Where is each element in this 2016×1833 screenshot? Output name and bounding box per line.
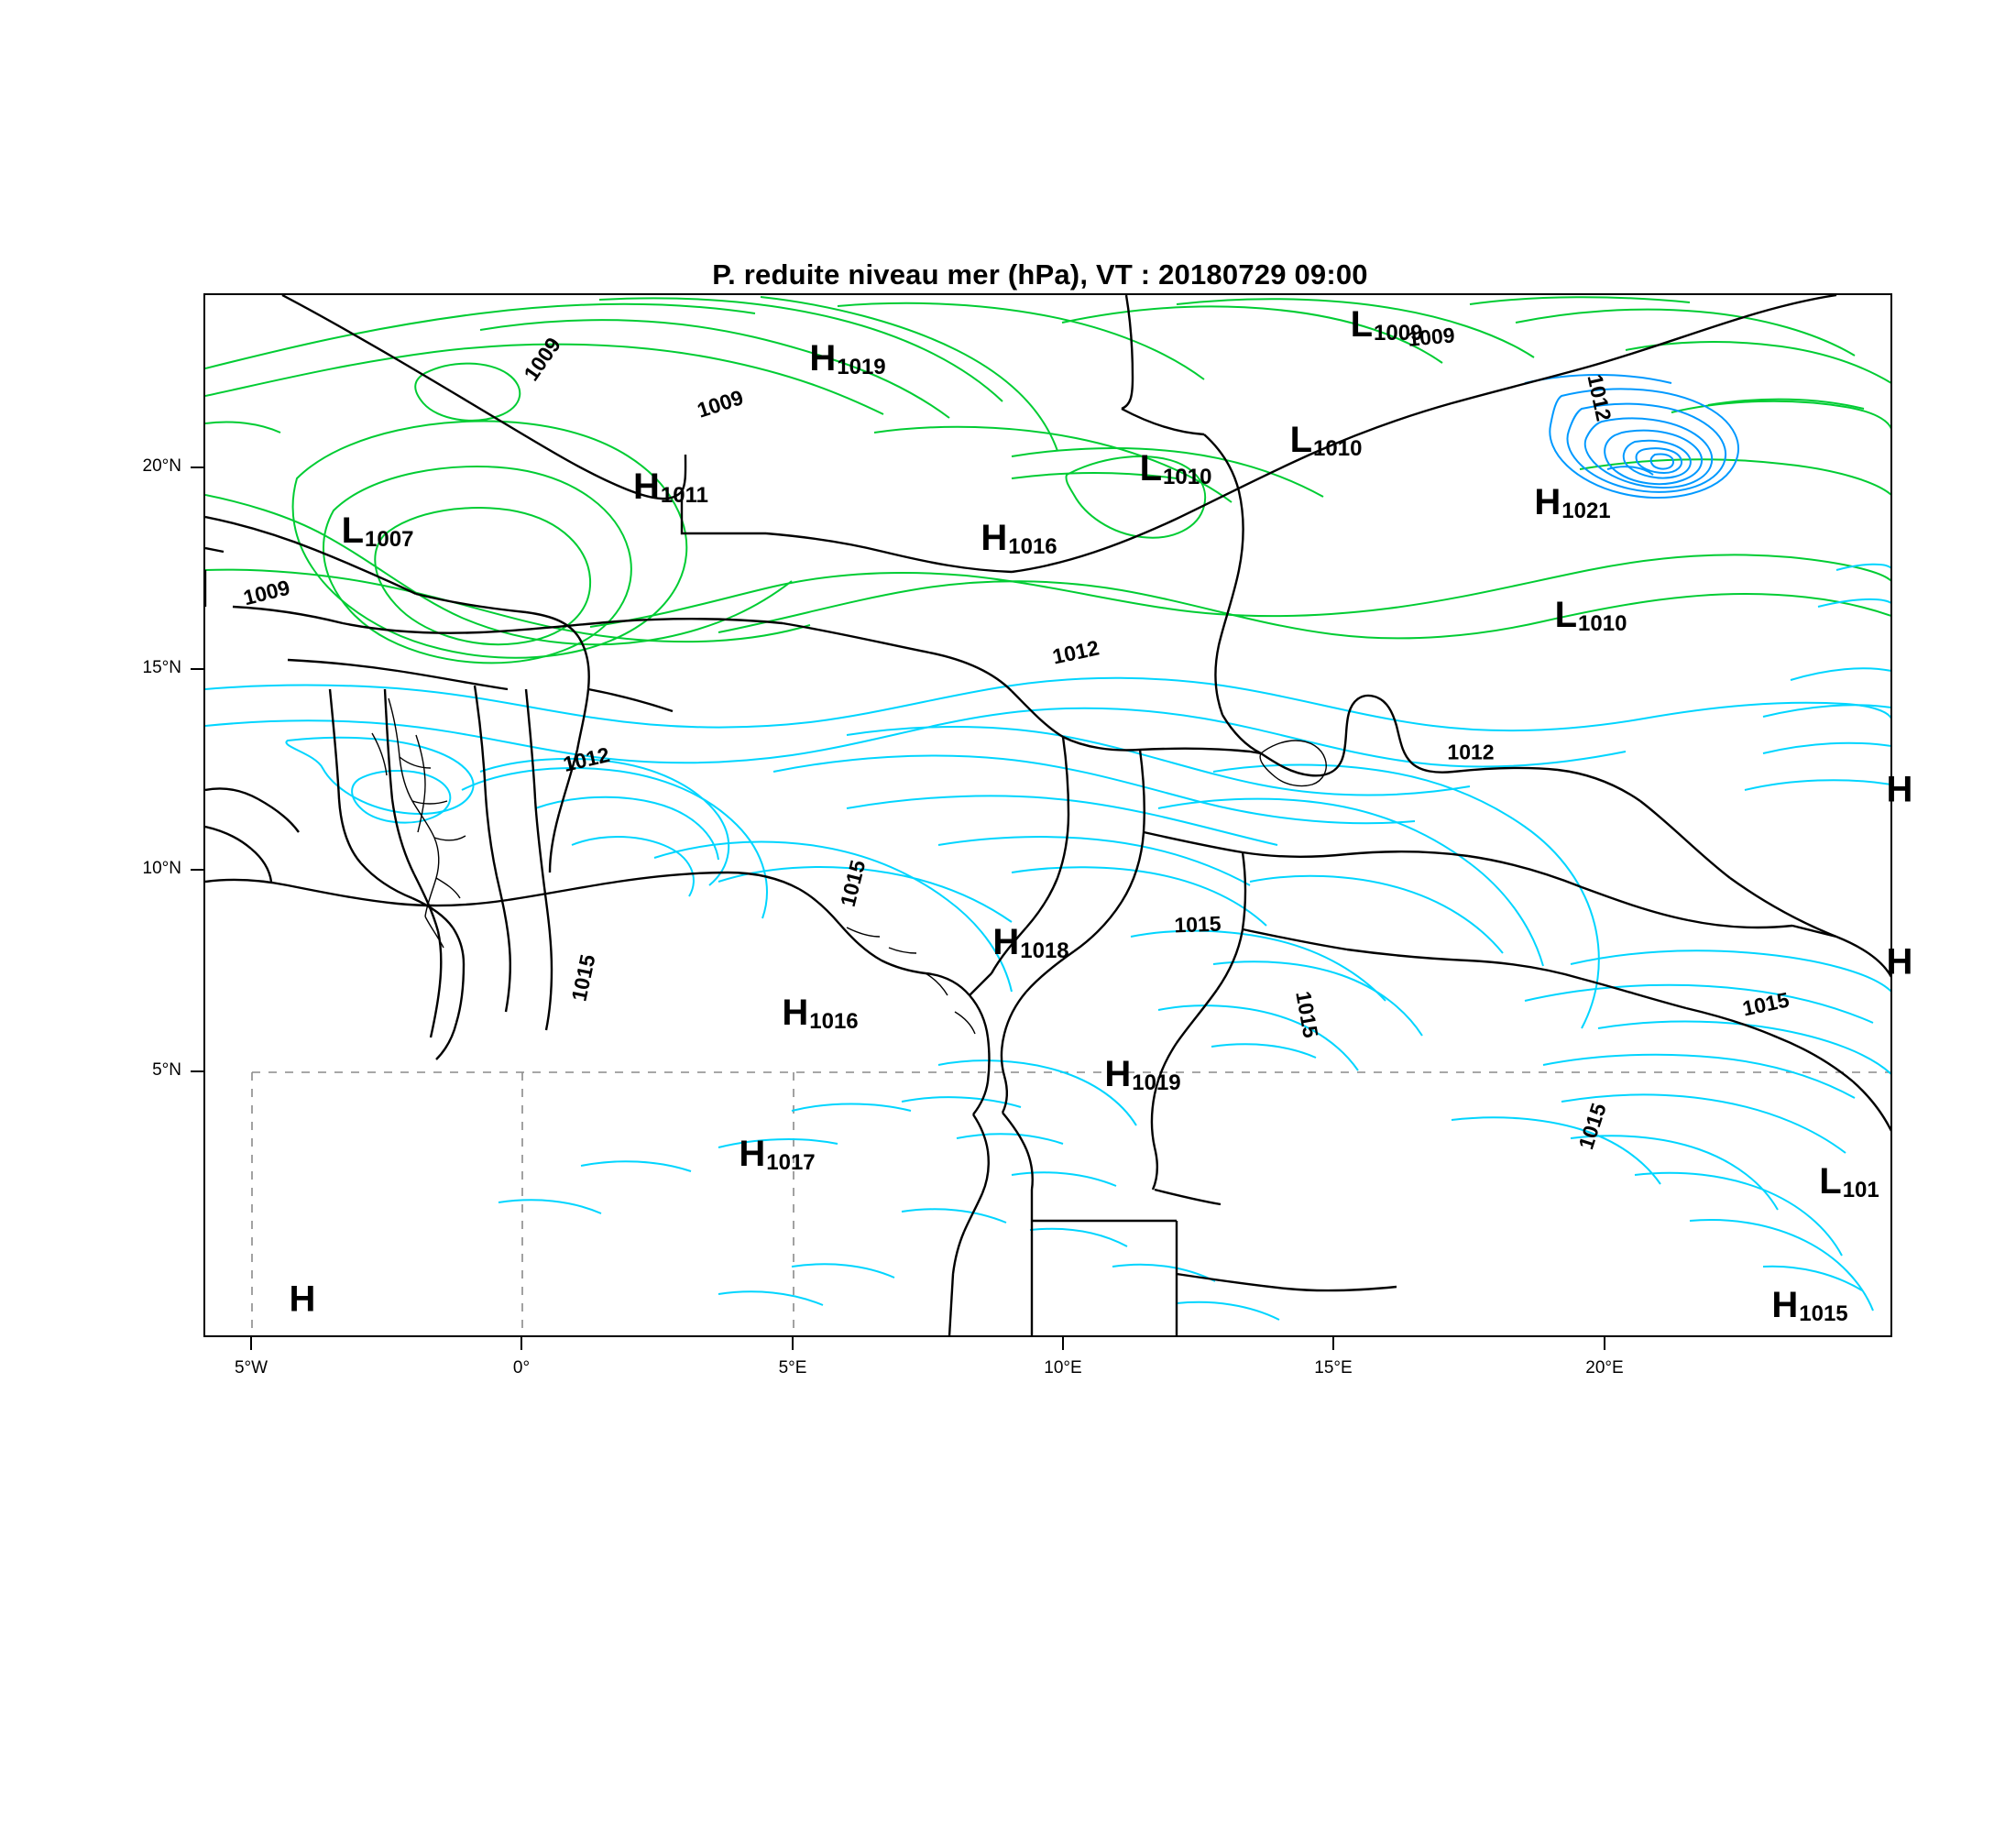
pressure-center-letter: H xyxy=(1886,941,1913,982)
pressure-center-h xyxy=(1104,1054,1180,1096)
pressure-center-value: 1010 xyxy=(1163,465,1212,490)
pressure-center-letter: H xyxy=(992,921,1020,962)
pressure-center-letter: H xyxy=(782,992,809,1033)
tick-lon-15E xyxy=(1332,1337,1334,1350)
tick-lon-5E xyxy=(792,1337,794,1350)
lat-label-5N: 5°N xyxy=(152,1060,181,1080)
pressure-center-letter: L xyxy=(341,510,365,551)
pressure-center-value: 1018 xyxy=(1020,938,1069,964)
tick-lat-20 xyxy=(191,466,203,468)
pressure-center-value: 1019 xyxy=(837,355,886,380)
map-panel[interactable] xyxy=(203,293,1892,1337)
map-canvas xyxy=(205,295,1891,1336)
pressure-center-value: 101 xyxy=(1842,1178,1879,1203)
contour-label: 1009 xyxy=(1407,323,1456,351)
lat-label-15N: 15°N xyxy=(142,658,181,677)
graticule xyxy=(252,1072,1891,1336)
pressure-center-value: 1007 xyxy=(365,527,414,553)
pressure-center-value: 1016 xyxy=(1008,534,1057,560)
tick-lat-5 xyxy=(191,1070,203,1072)
contour-label: 1009 xyxy=(519,333,565,386)
pressure-center-h xyxy=(1887,942,1913,983)
tick-lat-15 xyxy=(191,668,203,670)
contour-label: 1015 xyxy=(835,857,871,909)
pressure-center-l xyxy=(1351,304,1423,346)
pressure-center-value: 1010 xyxy=(1578,611,1627,637)
lon-label-5W: 5°W xyxy=(234,1358,268,1377)
pressure-center-letter: H xyxy=(1771,1284,1799,1325)
lon-label-10E: 10°E xyxy=(1044,1358,1082,1377)
tick-lon-0 xyxy=(520,1337,522,1350)
lon-label-5E: 5°E xyxy=(778,1358,807,1377)
pressure-center-letter: H xyxy=(809,337,837,379)
pressure-center-value: 1009 xyxy=(1374,321,1423,346)
pressure-center-value: 1016 xyxy=(809,1009,859,1035)
pressure-center-h xyxy=(290,1279,316,1321)
pressure-center-h xyxy=(739,1134,815,1176)
pressure-center-letter: L xyxy=(1289,419,1313,460)
tick-lon-10E xyxy=(1062,1337,1064,1350)
pressure-center-letter: L xyxy=(1350,303,1374,345)
lon-label-15E: 15°E xyxy=(1314,1358,1353,1377)
contours-blue xyxy=(1525,375,1738,498)
pressure-center-letter: H xyxy=(981,517,1008,558)
lat-label-10N: 10°N xyxy=(142,859,181,878)
lat-label-20N: 20°N xyxy=(142,456,181,476)
pressure-center-letter: L xyxy=(1554,594,1578,635)
pressure-center-h xyxy=(1887,770,1913,811)
contour-label: 1015 xyxy=(1173,911,1222,938)
pressure-center-letter: L xyxy=(1819,1160,1842,1202)
pressure-center-value: 1011 xyxy=(660,483,708,509)
pressure-center-letter: H xyxy=(289,1279,316,1320)
contour-label: 1015 xyxy=(1573,1100,1611,1153)
page-title: P. reduite niveau mer (hPa), VT : 20180729 09:00 xyxy=(712,258,1368,291)
pressure-center-value: 1019 xyxy=(1132,1070,1181,1096)
lon-label-20E: 20°E xyxy=(1585,1358,1624,1377)
pressure-center-l xyxy=(1555,595,1627,637)
contour-label: 1012 xyxy=(1447,740,1495,764)
pressure-center-h xyxy=(809,338,885,380)
pressure-center-value: 1017 xyxy=(766,1150,816,1176)
contour-label: 1015 xyxy=(1740,987,1791,1021)
pressure-center-h xyxy=(633,466,708,509)
pressure-center-l xyxy=(1140,448,1212,490)
pressure-center-letter: H xyxy=(739,1133,766,1174)
contour-label: 1012 xyxy=(561,742,612,776)
tick-lat-10 xyxy=(191,869,203,871)
pressure-center-letter: H xyxy=(1104,1053,1132,1094)
contour-label: 1015 xyxy=(566,952,600,1004)
pressure-center-letter: H xyxy=(633,466,660,507)
lon-label-0: 0° xyxy=(512,1358,531,1377)
pressure-center-value: 1015 xyxy=(1799,1301,1848,1327)
pressure-center-h xyxy=(782,993,858,1035)
contour-label: 1009 xyxy=(240,575,292,610)
tick-lon-20E xyxy=(1604,1337,1605,1350)
pressure-center-letter: H xyxy=(1886,769,1913,810)
contour-label: 1015 xyxy=(1291,989,1323,1040)
pressure-center-h xyxy=(981,518,1057,560)
tick-lon-5W xyxy=(250,1337,252,1350)
pressure-center-h xyxy=(992,922,1068,964)
pressure-center-h xyxy=(1771,1285,1847,1327)
contour-label: 1012 xyxy=(1050,635,1101,669)
pressure-center-l xyxy=(1819,1161,1879,1203)
contour-label: 1012 xyxy=(1583,372,1616,423)
pressure-center-letter: H xyxy=(1534,481,1561,522)
contour-label: 1009 xyxy=(694,385,747,423)
pressure-center-h xyxy=(1534,482,1610,524)
pressure-center-value: 1010 xyxy=(1313,436,1363,462)
pressure-center-letter: L xyxy=(1139,447,1163,488)
pressure-center-l xyxy=(342,510,414,553)
pressure-center-value: 1021 xyxy=(1561,499,1611,524)
pressure-center-l xyxy=(1290,420,1363,462)
